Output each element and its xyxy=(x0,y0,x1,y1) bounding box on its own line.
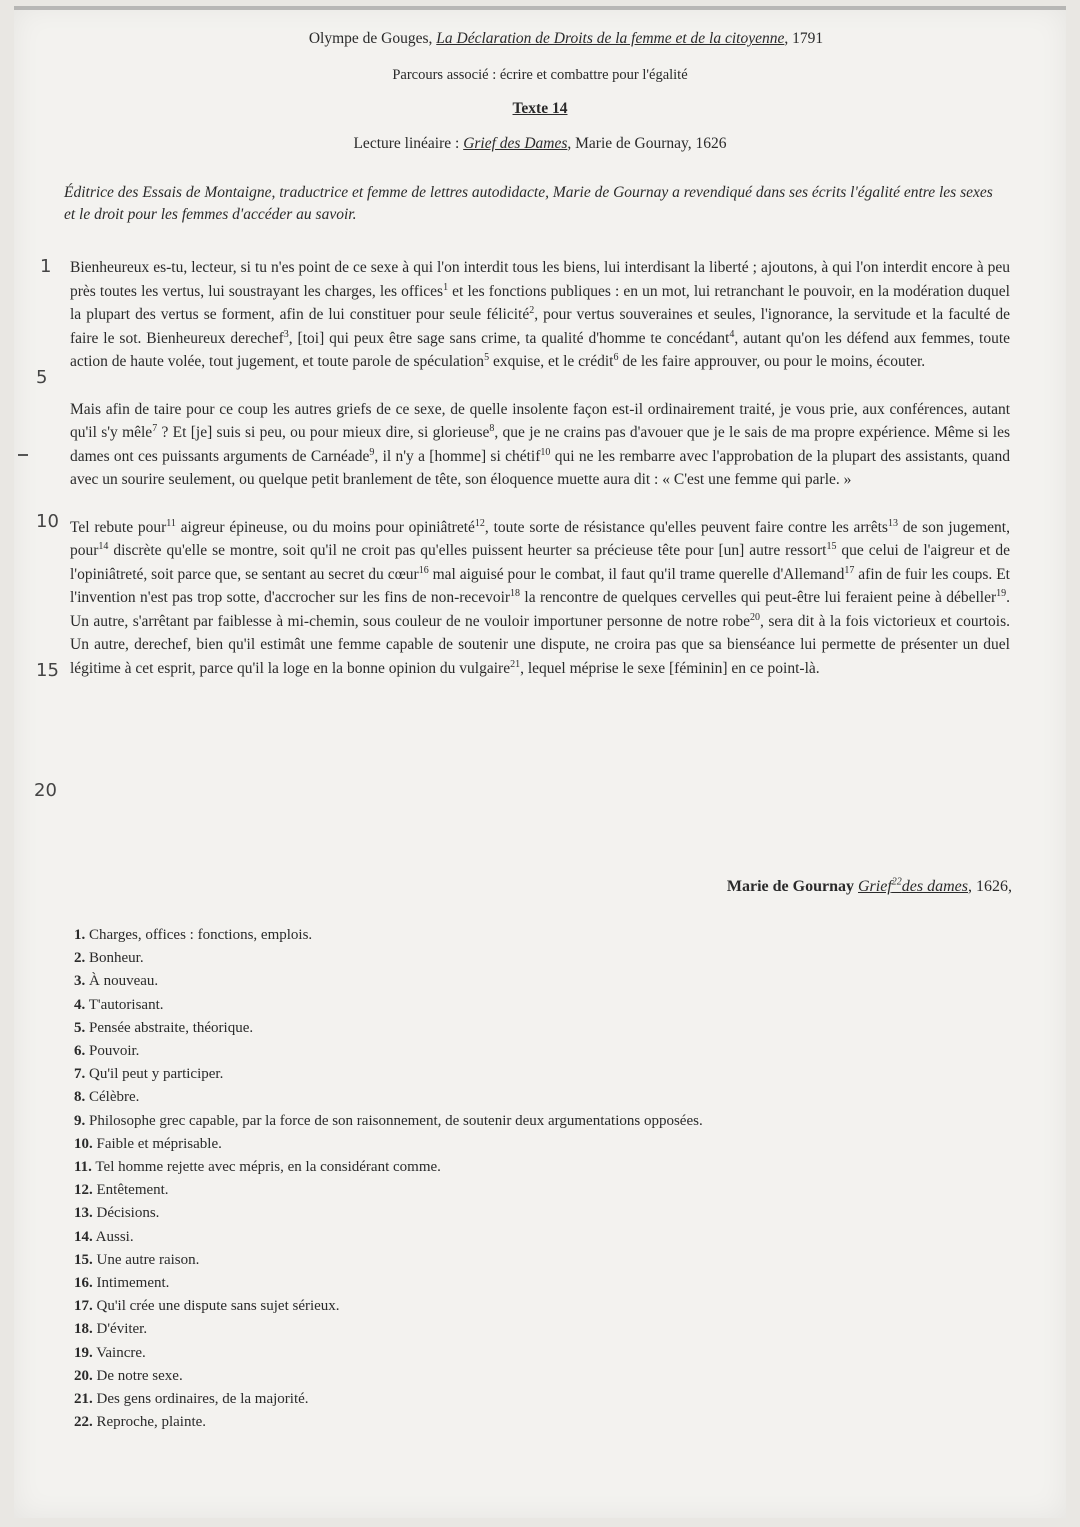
excerpt-paragraph: Tel rebute pour$^{11}$ aigreur épineuse, ou du moins pour opiniâtreté$^{12}$, toute sorte de résistance qu'elles peuvent faire contre les arrêts$^{13}$ de son jugement, pour$^{14}$ discrète qu'elle se montre, soit qu'il ne croit pas qu'elles puissent heurter sa précieuse tête pour [un] autre ressort$^{15}$ que celui de l'aigreur et de l'opiniâtreté, soit parce que, se sentant au secret du cœur$^{16}$ mal aiguisé pour le combat, il faut qu'il trame querelle d'Allemand$^{17}$ afin de fuir les coups. Et l'invention n'est pas trop sotte, d'accrocher sur les fins de non-recevoir$^{18}$ la rencontre de quelques cervelles qui peut-être lui feraient peine à débeller$^{19}$. Un autre, s'arrêtant par faiblesse à mi-chemin, sous couleur de ne vouloir importuner personne de notre robe$^{20}$, sera dit à la fois victorieux et courtois. Un autre, derechef, bien qu'il estimât une femme capable de soutenir une dispute, ne croira pas que sa bienséance lui permette de présenter un duel légitime à cet esprit, parce qu'il la loge en la bonne opinion du vulgaire$^{21}$, lequel méprise le sexe [féminin] en ce point-là. xyxy=(70,517,1010,677)
excerpt-body xyxy=(70,256,1010,704)
text-number: Texte 14 xyxy=(512,99,568,117)
footnote-ref: 1 xyxy=(443,281,449,293)
line-number-mark: 5 xyxy=(36,367,48,388)
footnote-item: 11. Tel homme rejette avec mépris, en la considérant comme. xyxy=(74,1159,441,1176)
line-number-mark: 20 xyxy=(34,780,57,801)
line-number-mark: 15 xyxy=(36,660,59,681)
lecture-title: Grief des Dames xyxy=(463,134,568,152)
footnote-ref: 18 xyxy=(510,587,521,599)
footnote-item: 22. Reproche, plainte. xyxy=(74,1414,207,1431)
footnote-ref: 20 xyxy=(750,611,761,623)
lecture-line: Lecture linéaire : Grief des Dames, Marie de Gournay, 1626 xyxy=(353,134,727,152)
source-title: La Déclaration de Droits de la femme et de la citoyenne xyxy=(436,30,785,47)
signature-title: Grief$^{22}$des dames xyxy=(858,876,968,895)
signature: Marie de Gournay Grief$^{22}$des dames, 1626, xyxy=(726,876,1012,895)
footnote-item: 1. Charges, offices : fonctions, emplois. xyxy=(74,927,313,943)
footnote-ref: 6 xyxy=(613,351,619,363)
footnote-item: 13. Décisions. xyxy=(74,1205,160,1222)
footnote-ref: 15 xyxy=(826,540,837,552)
footnote-item: 15. Une autre raison. xyxy=(74,1251,200,1268)
intro-paragraph: Éditrice des Essais de Montaigne, traductrice et femme de lettres autodidacte, Marie de Gournay a revendiqué dans ses écrits l'égalité entre les sexes et le droit pour les femmes d'accéder au savoir. xyxy=(64,184,993,223)
footnote-item: 18. D'éviter. xyxy=(74,1321,148,1338)
footnote-ref: 21 xyxy=(510,658,521,670)
footnote-item: 14. Aussi. xyxy=(74,1228,134,1245)
excerpt-paragraph: Mais afin de taire pour ce coup les autres griefs de ce sexe, de quelle insolente façon est-il ordinairement traité, je vous prie, aux conférences, autant qu'il s'y mêle$^7$ ? Et [je] suis si peu, ou pour mieux dire, si glorieuse$^8$, que je ne crains pas d'avouer que je le sais de ma propre expérience. Même si les dames ont ces puissants arguments de Carnéade$^9$, il n'y a [homme] si chétif$^{10}$ qui ne les rembarre avec l'approbation de la plupart des assistants, quand avec un sourire seulement, ou quelque petit branlement de tête, son éloquence muette aura dit : « C'est une femme qui parle. » xyxy=(70,400,1010,488)
footnote-item: 21. Des gens ordinaires, de la majorité. xyxy=(74,1391,309,1408)
footnote-item: 10. Faible et méprisable. xyxy=(74,1135,222,1152)
footnote-item: 19. Vaincre. xyxy=(74,1344,146,1361)
footnote-ref: 16 xyxy=(418,564,429,576)
footnote-ref: 12 xyxy=(474,517,485,529)
footnote-item: 2. Bonheur. xyxy=(74,950,144,967)
footnote-ref: 3 xyxy=(283,328,289,340)
line-number-mark: 1 xyxy=(40,256,52,277)
footnotes-list xyxy=(74,924,974,1434)
margin-dash xyxy=(18,454,28,456)
document-page xyxy=(14,6,1066,1518)
footnote-ref: 2 xyxy=(529,304,535,316)
footnote-ref: 17 xyxy=(844,564,855,576)
footnote-ref: 7 xyxy=(152,422,158,434)
footnote-item: 9. Philosophe grec capable, par la force de son raisonnement, de soutenir deux argumentations opposées. xyxy=(74,1112,703,1129)
footnote-ref: 19 xyxy=(996,587,1007,599)
footnote-item: 8. Célèbre. xyxy=(74,1089,140,1106)
footnote-ref: 4 xyxy=(729,328,735,340)
footnote-item: 3. À nouveau. xyxy=(74,973,159,990)
footnote-ref: 13 xyxy=(887,517,898,529)
footnote-item: 7. Qu'il peut y participer. xyxy=(74,1066,224,1083)
parcours-line: Parcours associé : écrire et combattre pour l'égalité xyxy=(392,66,688,83)
footnote-ref: 9 xyxy=(369,446,375,458)
footnote-item: 4. T'autorisant. xyxy=(74,996,164,1013)
footnote-item: 20. De notre sexe. xyxy=(74,1367,183,1384)
footnote-item: 12. Entêtement. xyxy=(74,1182,169,1199)
footnote-item: 5. Pensée abstraite, théorique. xyxy=(74,1019,254,1036)
footnote-item: 16. Intimement. xyxy=(74,1275,170,1292)
line-number-mark: 10 xyxy=(36,511,59,532)
page-top-edge xyxy=(14,6,1066,10)
excerpt-paragraph: Bienheureux es-tu, lecteur, si tu n'es point de ce sexe à qui l'on interdit tous les biens, lui interdisant la liberté ; ajoutons, à qui l'on interdit encore à peu près toutes les vertus, lui soustrayant les charges, les offices$^1$ et les fonctions publiques : en un mot, lui retranchant le pouvoir, en la modération duquel la plupart des vertus se forment, afin de lui constituer pour seule félicité$^2$, pour vertus souveraines et seules, l'ignorance, la servitude et la faculté de faire le sot. Bienheureux derechef$^3$, [toi] qui peux être sage sans crime, ta qualité d'homme te concédant$^4$, autant qu'on les défend aux femmes, toute action de haute volée, tout jugement, et toute parole de spéculation$^5$ exquise, et le crédit$^6$ de les faire approuver, ou pour le moins, écouter. xyxy=(70,259,1011,370)
footnote-item: 17. Qu'il crée une dispute sans sujet sérieux. xyxy=(74,1298,340,1315)
source-line: Olympe de Gouges, La Déclaration de Droits de la femme et de la citoyenne, 1791 xyxy=(308,30,824,47)
footnote-ref: 10 xyxy=(540,446,551,458)
footnote-ref: 8 xyxy=(489,422,495,434)
footnote-ref: 14 xyxy=(98,540,109,552)
footnote-item: 6. Pouvoir. xyxy=(74,1043,140,1060)
footnote-ref: 11 xyxy=(166,517,176,529)
footnote-ref: 5 xyxy=(484,351,490,363)
page-header xyxy=(14,30,1066,153)
